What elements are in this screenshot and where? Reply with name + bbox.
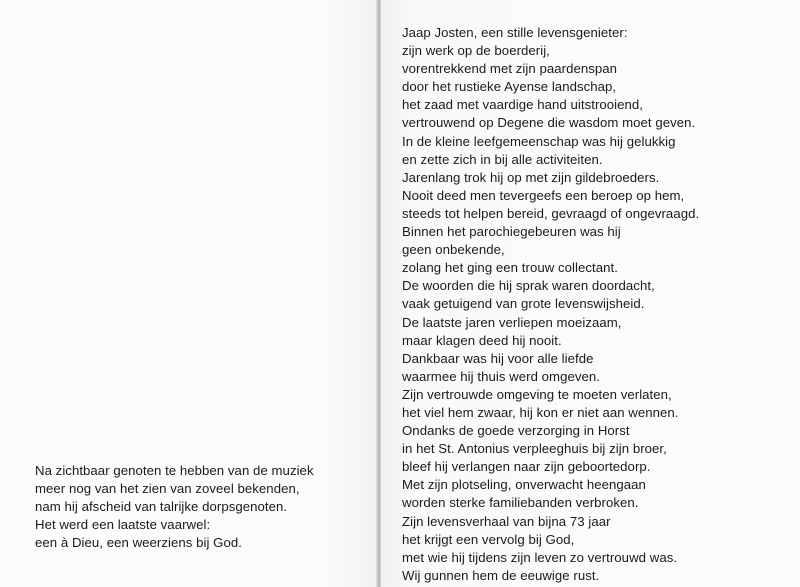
text-line: Zijn levensverhaal van bijna 73 jaar [402, 513, 611, 529]
text-line: en zette zich in bij alle activiteiten. [402, 151, 603, 167]
text-line: De laatste jaren verliepen moeizaam, [402, 314, 622, 330]
text-line: Na zichtbaar genoten te hebben van de muziek [35, 463, 314, 478]
text-line: Wij gunnen hem de eeuwige rust. [402, 567, 600, 583]
text-line: Met zijn plotseling, onverwacht heengaan [402, 477, 646, 493]
text-line: In de kleine leefgemeenschap was hij gelukkig [402, 133, 676, 149]
text-line: geen onbekende, [402, 242, 505, 258]
text-line: nam hij afscheid van talrijke dorpsgenoten. [35, 499, 288, 515]
text-line: Het werd een laatste vaarwel: [35, 517, 211, 533]
text-line: steeds tot helpen bereid, gevraagd of ongevraagd. [402, 205, 700, 221]
text-line: Dankbaar was hij voor alle liefde [402, 350, 594, 366]
text-line: Binnen het parochiegebeuren was hij [402, 224, 621, 240]
text-line: met wie hij tijdens zijn leven zo vertrouwd was. [402, 549, 678, 565]
text-line: worden sterke familiebanden verbroken. [402, 495, 639, 511]
text-line: vorentrekkend met zijn paardenspan [402, 61, 618, 77]
left-page [0, 0, 377, 587]
text-line: een à Dieu, een weerziens bij God. [35, 535, 242, 551]
text-line: het krijgt een vervolg bij God, [402, 531, 575, 547]
text-line: het viel hem zwaar, hij kon er niet aan wennen. [402, 404, 679, 420]
text-line: in het St. Antonius verpleeghuis bij zijn broer, [402, 441, 667, 457]
text-line: zijn werk op de boerderij, [402, 43, 550, 59]
text-line: Zijn vertrouwde omgeving te moeten verlaten, [402, 386, 672, 402]
text-line: het zaad met vaardige hand uitstrooiend, [402, 97, 643, 113]
text-line: bleef hij verlangen naar zijn geboortedorp. [402, 459, 651, 475]
text-line: Nooit deed men tevergeefs een beroep op hem, [402, 187, 685, 203]
text-line: Jarenlang trok hij op met zijn gildebroeders. [402, 169, 660, 185]
left-page-verse [35, 462, 314, 552]
text-line: waarmee hij thuis werd omgeven. [402, 368, 600, 384]
text-line: De woorden die hij sprak waren doordacht, [402, 278, 655, 294]
text-line: Ondanks de goede verzorging in Horst [402, 423, 630, 439]
text-line: meer nog van het zien van zoveel bekenden, [35, 481, 300, 497]
right-page-verse [402, 24, 699, 585]
text-line: zolang het ging een trouw collectant. [402, 260, 618, 276]
text-line: vertrouwend op Degene die wasdom moet geven. [402, 115, 696, 131]
text-line: maar klagen deed hij nooit. [402, 332, 562, 348]
text-line: Jaap Josten, een stille levensgenieter: [402, 25, 628, 40]
text-line: vaak getuigend van grote levenswijsheid. [402, 296, 645, 312]
text-line: door het rustieke Ayense landschap, [402, 79, 617, 95]
